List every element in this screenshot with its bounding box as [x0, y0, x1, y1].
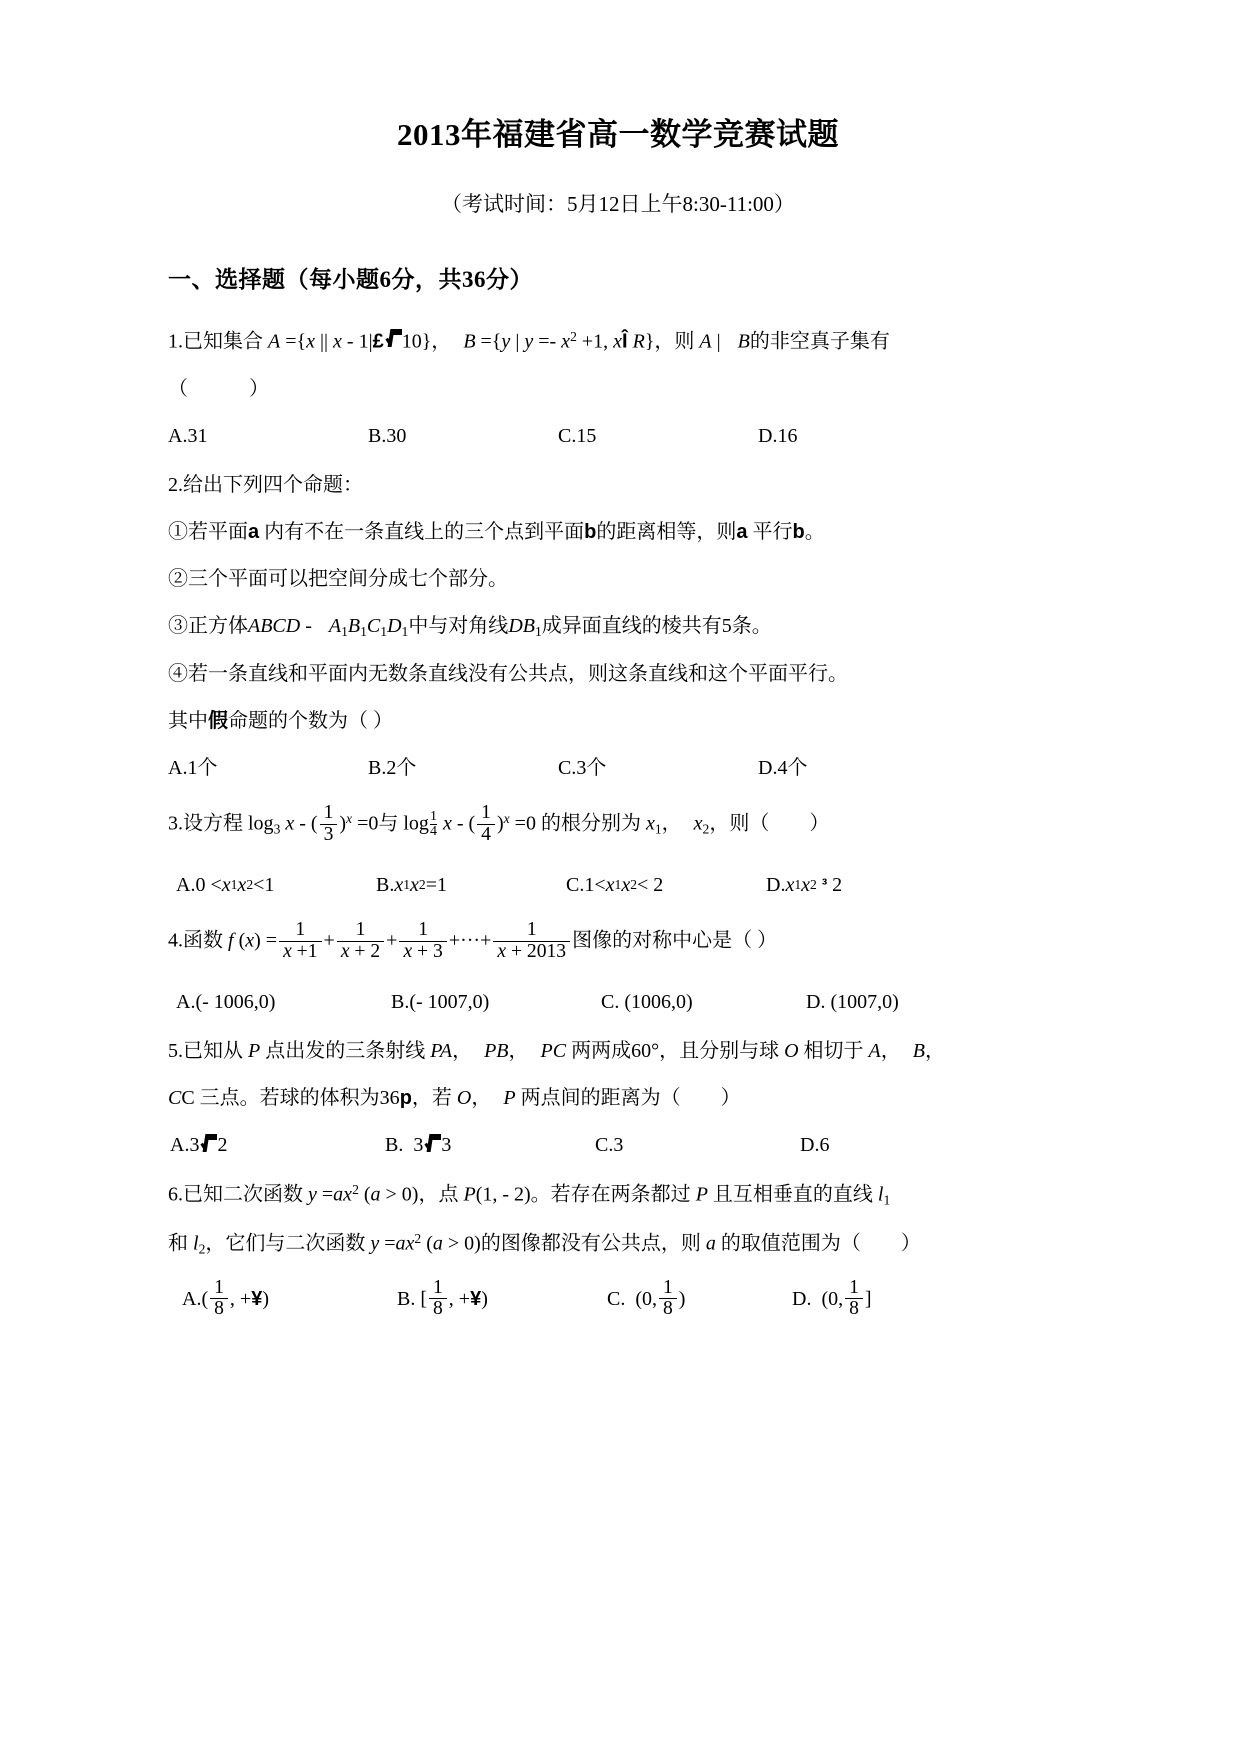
question-4-stem: 4.函数 f (x) = $\frac{1}{x +1}$ + $\frac{1}{x + 2}$ + $\frac{1}{x + 3}$ +···+ $\frac{1}{x + 2013}$ 图像的对称中心是（ ）	[168, 919, 778, 962]
option-c[interactable]: C.1< x 1 x 2 < 2	[566, 874, 664, 897]
question-1	[168, 328, 1068, 450]
fraction-term-2: $\frac{1}{x + 2}$	[337, 920, 384, 962]
fraction-one-eighth: $\frac{1}{8}$	[845, 1278, 863, 1320]
sqrt-icon	[199, 1136, 217, 1156]
fraction-term-1: $\frac{1}{x +1}$	[279, 920, 321, 962]
ask-post: 命题的个数为（ ）	[228, 709, 393, 732]
question-2-prop-3: ③正方体ABCD - A1B1C1D1中与对角线DB1成异面直线的棱共有5条。	[168, 614, 772, 639]
option-a[interactable]: A.31	[168, 424, 208, 447]
question-6-line-2: 和 l2，它们与二次函数 $y =ax^2$ (a > 0)的图像都没有公共点，则 a 的取值范围为（ ）	[168, 1230, 921, 1257]
option-b[interactable]: B. 3 3	[385, 1134, 452, 1157]
question-1-options	[168, 423, 1068, 450]
fraction-term-3: $\frac{1}{x + 3}$	[399, 920, 446, 962]
option-b[interactable]: B.2个	[368, 756, 417, 779]
prop1-pre: ①若平面	[168, 520, 248, 543]
infinity-symbol: ¥	[251, 1288, 263, 1311]
question-2-prop-1	[168, 519, 1068, 546]
question-6-options	[168, 1276, 1068, 1321]
ask-emphasis: 假	[208, 709, 228, 732]
option-c[interactable]: C.3个	[558, 756, 607, 779]
question-6-line-1: 6.已知二次函数 $y =ax^2$ (a > 0)，点 P(1, - 2)。若存在两条都过 P 且互相垂直的直线 l1	[168, 1182, 891, 1208]
option-c[interactable]: C.3	[595, 1134, 624, 1157]
prop1-mid2: 的距离相等，则	[596, 520, 737, 543]
fraction-one-third: $\frac{1}{3}$	[320, 803, 338, 845]
option-a[interactable]: A.( $\frac{1}{8}$ , + ¥ )	[182, 1276, 269, 1320]
option-b[interactable]: B. [ $\frac{1}{8}$ , + ¥ )	[397, 1276, 488, 1320]
question-5-line-1: 5.已知从 P 点出发的三条射线 PA， PB， PC 两两成60°，且分别与球 O 相切于 A， B，	[168, 1040, 945, 1063]
option-a[interactable]: A.3 2	[170, 1134, 228, 1157]
fraction-one-eighth: $\frac{1}{8}$	[659, 1278, 677, 1320]
fraction-one-eighth: $\frac{1}{8}$	[210, 1278, 228, 1320]
pi-symbol: p	[399, 1087, 412, 1110]
option-d[interactable]: D. (0, $\frac{1}{8}$ ]	[792, 1276, 872, 1320]
question-1-blank: （ ）	[168, 377, 276, 400]
prop3-pre: ③正方体	[168, 614, 248, 637]
option-a[interactable]: A.1个	[168, 756, 218, 779]
document-content	[168, 118, 1068, 1343]
question-3-stem: 3.设方程 log3 x - ( $\frac{1}{3}$ )$^x$ =0与 log $\frac{1}{4}$ x - ( $\frac{1}{4}$ )$^x$ =0 的根分别为 x1， x2，则（ ）	[168, 801, 830, 845]
option-c[interactable]: C. (1006,0)	[601, 991, 693, 1014]
fraction-term-last: $\frac{1}{x + 2013}$	[493, 920, 570, 962]
q4-tail: 图像的对称中心是（ ）	[572, 929, 778, 952]
option-d[interactable]: D. (1007,0)	[806, 991, 899, 1014]
q5-line2-pre: C 三点。若球的体积为36	[181, 1087, 400, 1110]
q1-prefix: 1.已知集合	[168, 330, 268, 353]
fraction-one-eighth: $\frac{1}{8}$	[429, 1278, 447, 1320]
prop1-mid3: 平行	[752, 520, 793, 543]
log-base-3: 3	[273, 821, 281, 837]
option-d[interactable]: D. x 1 x 2 ³ 2	[766, 874, 843, 897]
page-title: 2013年福建省高一数学竞赛试题	[397, 117, 839, 152]
question-2	[168, 472, 1068, 782]
ellipsis: +···+	[448, 929, 492, 952]
question-5	[168, 1038, 1068, 1159]
option-a[interactable]: A.0 < x 1 x 2 <1	[176, 874, 275, 897]
question-2-stem: 2.给出下列四个命题：	[168, 473, 363, 496]
alpha-symbol: a	[248, 520, 260, 543]
ask-pre: 其中	[168, 709, 208, 732]
prop1-end: 。	[804, 520, 825, 543]
question-3	[168, 801, 1068, 899]
option-b[interactable]: B. x 1 x 2 =1	[376, 874, 447, 897]
exam-time-note: （考试时间：5月12日上午8:30-11:00）	[441, 192, 795, 217]
option-d[interactable]: D.16	[758, 424, 798, 447]
option-c[interactable]: C. (0, $\frac{1}{8}$ )	[607, 1276, 686, 1320]
option-b[interactable]: B.(- 1007,0)	[391, 991, 490, 1014]
alpha-symbol-2: a	[736, 520, 748, 543]
fraction-one-quarter: $\frac{1}{4}$	[477, 803, 495, 845]
question-3-options	[168, 872, 1068, 899]
option-d[interactable]: D.4个	[758, 756, 808, 779]
question-4-options	[168, 989, 1068, 1016]
question-1-stem: 1.已知集合 A ={x || x - 1|£ 10}， B ={y | $y =- x^2 +1$, xÎ R}，则 A | B的非空真子集有	[168, 329, 890, 353]
question-6	[168, 1181, 1068, 1320]
beta-symbol-2: b	[792, 520, 805, 543]
prop1-mid: 内有不在一条直线上的三个点到平面	[264, 520, 585, 543]
prop3-end: 成异面直线的棱共有5条。	[541, 614, 772, 637]
option-c[interactable]: C.15	[558, 424, 597, 447]
log-base-one-quarter: $\frac{1}{4}$	[429, 809, 437, 840]
infinity-symbol: ¥	[470, 1288, 482, 1311]
question-2-ask	[168, 708, 1068, 735]
prop3-mid: 中与对角线	[408, 614, 509, 637]
option-d[interactable]: D.6	[800, 1134, 830, 1157]
question-5-options	[168, 1132, 1068, 1159]
option-a[interactable]: A.(- 1006,0)	[176, 991, 276, 1014]
question-5-line-2: CC 三点。若球的体积为36p，若 O， P 两点间的距离为（ ）	[168, 1087, 741, 1110]
sqrt-icon	[384, 331, 402, 351]
beta-symbol: b	[584, 520, 597, 543]
question-4	[168, 921, 1068, 1016]
question-2-prop-4: ④若一条直线和平面内无数条直线没有公共点，则这条直线和这个平面平行。	[168, 662, 848, 685]
option-b[interactable]: B.30	[368, 424, 407, 447]
question-2-options	[168, 755, 1068, 782]
sqrt-icon	[423, 1136, 441, 1156]
section-heading: 一、选择题（每小题6分，共36分）	[168, 267, 533, 293]
question-2-prop-2: ②三个平面可以把空间分成七个部分。	[168, 567, 508, 590]
